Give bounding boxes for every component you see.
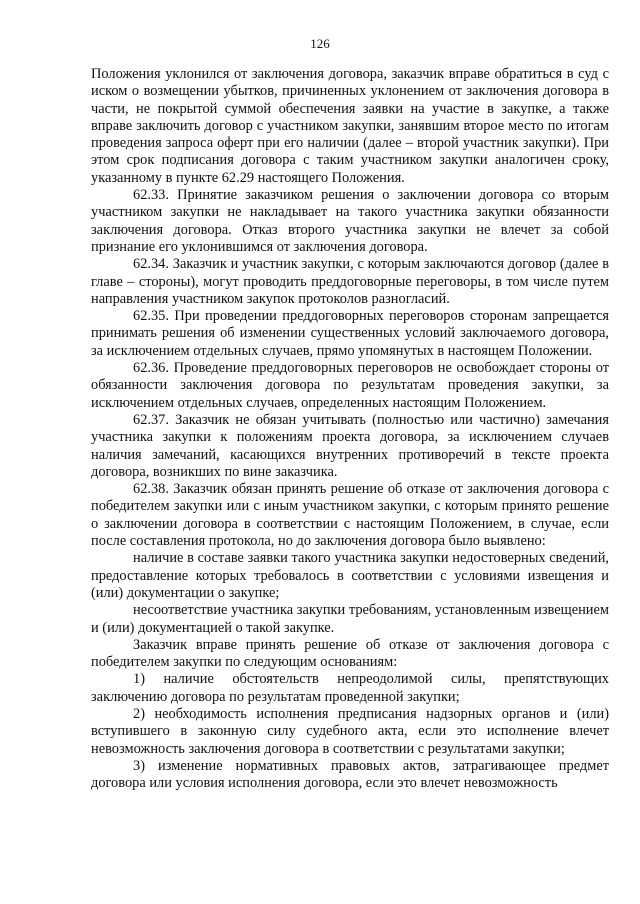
paragraph: наличие в составе заявки такого участника закупки недостоверных сведений, предоставление которых требовалось в соответствии с условиями извещения и (или) документации о закупке; [91,550,609,601]
paragraph: 62.33. Принятие заказчиком решения о заключении договора со вторым участником закупки не накладывает на такого участника закупки обязанности заключения договора. Отказ второго участника закупки не влечет за собой признание его уклонившимся от заключения договора. [91,187,609,255]
body-text [91,66,609,792]
paragraph: 62.35. При проведении преддоговорных переговоров сторонам запрещается принимать решения об изменении существенных условий заключаемого договора, за исключением отдельных случаев, прямо упомянутых в настоящем Положении. [91,308,609,359]
paragraph: несоответствие участника закупки требованиям, установленным извещением и (или) документацией о такой закупке. [91,602,609,636]
paragraph: Положения уклонился от заключения договора, заказчик вправе обратиться в суд с иском о возмещении убытков, причиненных уклонением от заключения договора в части, не покрытой суммой обеспечения заявки на участие в закупке, а также вправе заключить договор с участником закупки, занявшим второе место по итогам проведения запроса оферт при его наличии (далее – второй участник закупки). При этом срок подписания договора с таким участником закупки аналогичен сроку, указанному в пункте 62.29 настоящего Положения. [91,66,609,186]
paragraph: 62.37. Заказчик не обязан учитывать (полностью или частично) замечания участника закупки к положениям проекта договора, за исключением случаев наличия замечаний, касающихся внутренних противоречий в тексте проекта договора, возникших по вине заказчика. [91,411,609,480]
paragraph: 2) необходимость исполнения предписания надзорных органов и (или) вступившего в законную силу судебного акта, если это исполнение влечет невозможность заключения договора в соответствии с результатами закупки; [91,705,609,757]
paragraph: 62.34. Заказчик и участник закупки, с которым заключаются договор (далее в главе – стороны), могут проводить преддоговорные переговоры, в том числе путем направления участником закупок протоколов разногласий. [91,256,609,307]
page-number: 126 [310,36,330,51]
paragraph: Заказчик вправе принять решение об отказе от заключения договора с победителем закупки по следующим основаниям: [91,636,609,671]
paragraph: 62.38. Заказчик обязан принять решение об отказе от заключения договора с победителем закупки или с иным участником закупки, с которым принято решение о заключении договора в соответствии с настоящим Положением, в случае, если после составления протокола, но до заключения договора было выявлено: [91,481,609,550]
paragraph: 62.36. Проведение преддоговорных переговоров не освобождает стороны от обязанности заключения договора по результатам проведения закупки, за исключением отдельных случаев, определенных настоящим Положением. [91,360,609,411]
paragraph: 1) наличие обстоятельств непреодолимой силы, препятствующих заключению договора по результатам проведенной закупки; [91,671,609,705]
paragraph: 3) изменение нормативных правовых актов, затрагивающее предмет договора или условия исполнения договора, если это влечет невозможность [91,757,609,792]
